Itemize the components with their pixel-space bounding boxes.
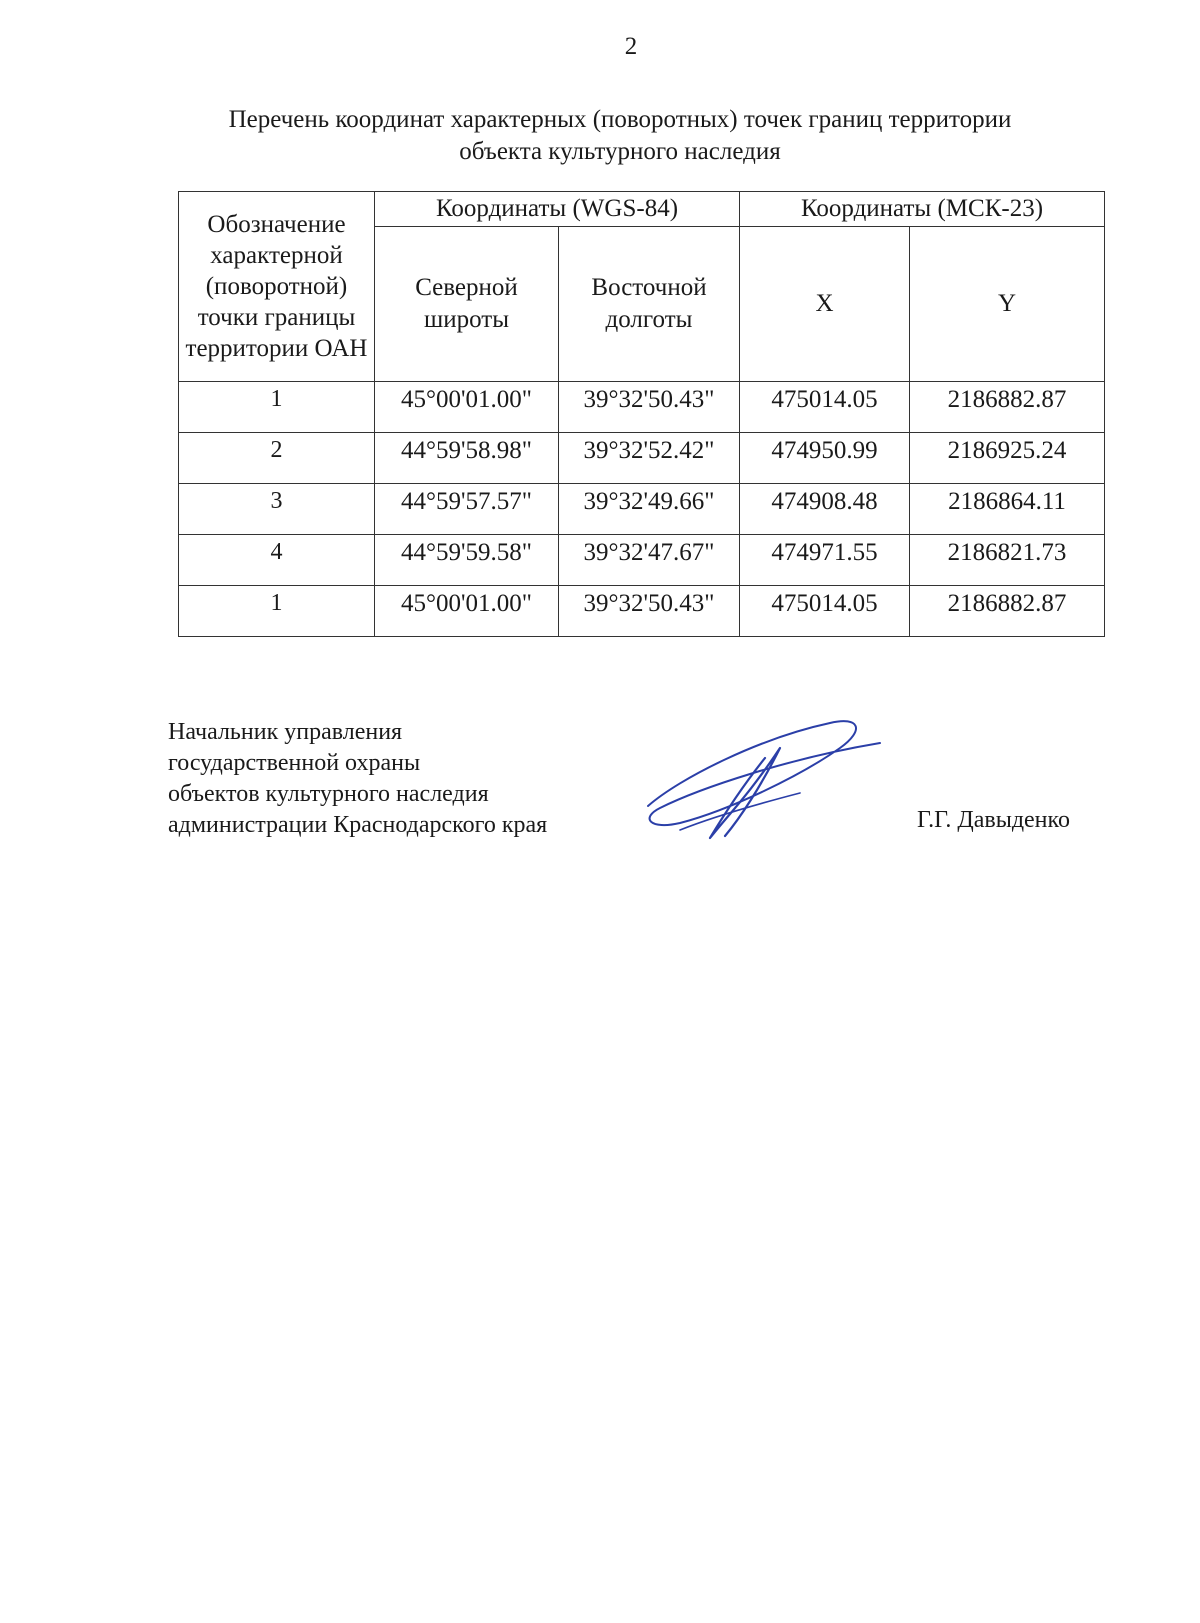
signature-strokes <box>648 721 880 838</box>
cell-longitude: 39°32'50.43" <box>559 382 740 433</box>
table-row <box>179 535 1105 586</box>
coordinates-table <box>178 191 1105 637</box>
cell-latitude: 44°59'58.98" <box>375 433 559 484</box>
cell-latitude: 45°00'01.00" <box>375 586 559 637</box>
table-row <box>179 484 1105 535</box>
cell-point: 1 <box>179 586 375 637</box>
handwritten-signature <box>640 718 900 858</box>
cell-latitude: 44°59'59.58" <box>375 535 559 586</box>
cell-x: 474950.99 <box>740 433 910 484</box>
header-east-longitude: Восточной долготы <box>559 227 740 382</box>
table-row <box>179 433 1105 484</box>
cell-y: 2186925.24 <box>910 433 1105 484</box>
cell-y: 2186864.11 <box>910 484 1105 535</box>
header-wgs84: Координаты (WGS-84) <box>375 192 740 227</box>
document-title-line-1: Перечень координат характерных (поворотных) точек границ территории <box>228 106 1012 133</box>
header-msk23: Координаты (МСК-23) <box>740 192 1105 227</box>
cell-point: 1 <box>179 382 375 433</box>
header-y: Y <box>910 227 1105 382</box>
cell-x: 475014.05 <box>740 586 910 637</box>
signer-position-line: Начальник управления <box>168 719 403 745</box>
table-row <box>179 586 1105 637</box>
cell-latitude: 45°00'01.00" <box>375 382 559 433</box>
signer-position-line: объектов культурного наследия <box>168 781 489 807</box>
signer-name: Г.Г. Давыденко <box>917 807 1070 833</box>
cell-longitude: 39°32'49.66" <box>559 484 740 535</box>
header-x: X <box>740 227 910 382</box>
header-north-latitude: Северной широты <box>375 227 559 382</box>
cell-x: 474971.55 <box>740 535 910 586</box>
cell-longitude: 39°32'52.42" <box>559 433 740 484</box>
cell-point: 4 <box>179 535 375 586</box>
cell-latitude: 44°59'57.57" <box>375 484 559 535</box>
signer-position-line: государственной охраны <box>168 750 421 776</box>
table-row <box>179 382 1105 433</box>
cell-y: 2186882.87 <box>910 382 1105 433</box>
page-number: 2 <box>624 33 638 60</box>
cell-longitude: 39°32'47.67" <box>559 535 740 586</box>
header-designation: Обозначение характерной (поворотной) точки границы территории ОАН <box>179 192 375 382</box>
signer-position <box>168 717 547 841</box>
cell-x: 475014.05 <box>740 382 910 433</box>
cell-y: 2186882.87 <box>910 586 1105 637</box>
cell-y: 2186821.73 <box>910 535 1105 586</box>
signer-position-line: администрации Краснодарского края <box>168 812 548 838</box>
cell-point: 2 <box>179 433 375 484</box>
document-title-line-2: объекта культурного наследия <box>459 138 781 165</box>
cell-longitude: 39°32'50.43" <box>559 586 740 637</box>
cell-point: 3 <box>179 484 375 535</box>
document-title <box>150 104 1090 168</box>
cell-x: 474908.48 <box>740 484 910 535</box>
